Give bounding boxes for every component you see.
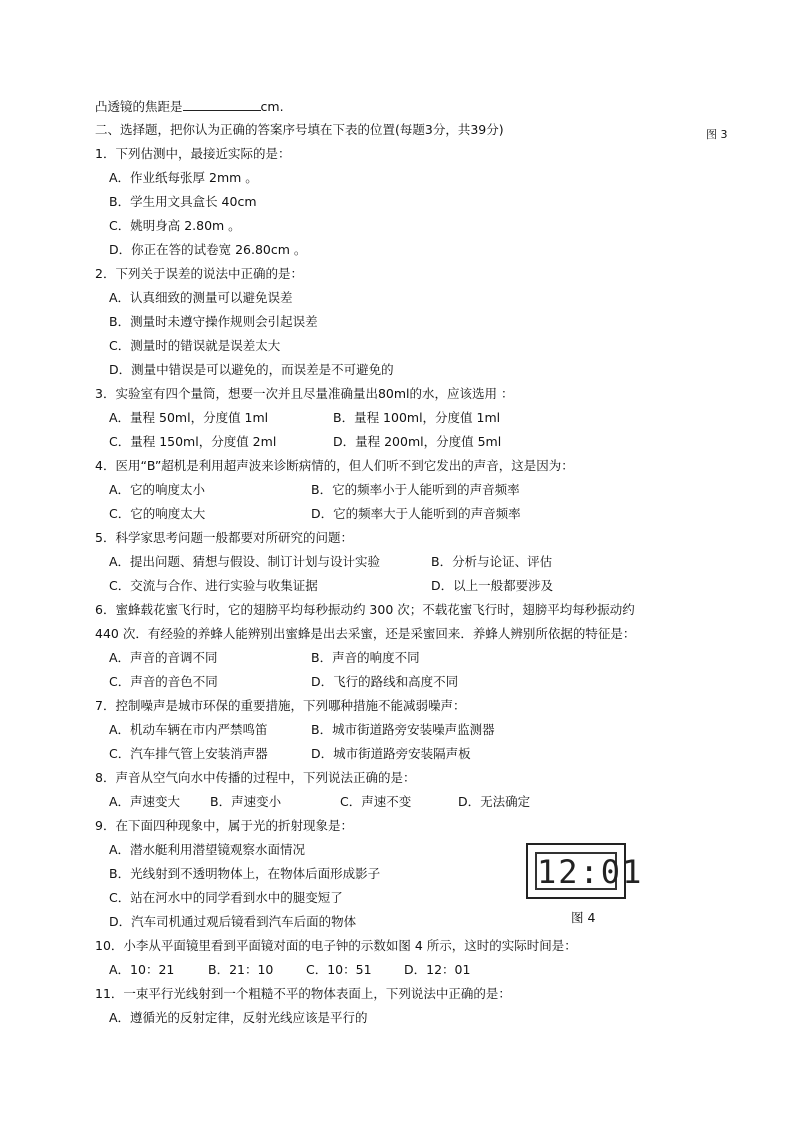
question-option: A．声音的音调不同 — [109, 650, 218, 665]
question-option: A．它的响度太小 — [109, 482, 206, 497]
question-stem: 3．实验室有四个量筒，想要一次并且尽量准确量出80ml的水，应该选用 ： — [95, 386, 514, 401]
question-option: B．学生用文具盒长 40cm — [109, 194, 257, 209]
question-option: C．10：51 — [306, 962, 372, 977]
question-stem: 1．下列估测中，最接近实际的是： — [95, 146, 291, 161]
question-option: B．量程 100ml，分度值 1ml — [333, 410, 501, 425]
question-option: C．测量时的错误就是误差太大 — [109, 338, 281, 353]
question-option: D．测量中错误是可以避免的，而误差是不可避免的 — [109, 362, 394, 377]
question-option: C．声音的音色不同 — [109, 674, 218, 689]
question-stem: 11．一束平行光线射到一个粗糙不平的物体表面上，下列说法中正确的是： — [95, 986, 511, 1001]
question-option: B．城市街道路旁安装噪声监测器 — [311, 722, 495, 737]
question-option: B．21：10 — [208, 962, 274, 977]
question-option: D．12：01 — [404, 962, 471, 977]
question-option: C．量程 150ml，分度值 2ml — [109, 434, 277, 449]
question-option: A．10：21 — [109, 962, 175, 977]
question-option: A．机动车辆在市内严禁鸣笛 — [109, 722, 268, 737]
question-option: D．以上一般都要涉及 — [431, 578, 554, 593]
fill-prefix: 凸透镜的焦距是 — [95, 99, 183, 114]
question-stem: 6．蜜蜂载花蜜飞行时，它的翅膀平均每秒振动约 300 次；不载花蜜飞行时，翅膀平均每秒振动约 — [95, 602, 635, 617]
question-option: D．无法确定 — [458, 794, 531, 809]
question-option: A．量程 50ml，分度值 1ml — [109, 410, 269, 425]
question-option: C．汽车排气管上安装消声器 — [109, 746, 268, 761]
question-option: A．潜水艇利用潜望镜观察水面情况 — [109, 842, 306, 857]
question-option: D．你正在答的试卷宽 26.80cm 。 — [109, 242, 307, 257]
question-option: B．测量时未遵守操作规则会引起误差 — [109, 314, 318, 329]
clock-display: 12:01 — [537, 853, 644, 891]
question-option: D．量程 200ml，分度值 5ml — [333, 434, 502, 449]
question-option: B．它的频率小于人能听到的声音频率 — [311, 482, 520, 497]
question-option: B．光线射到不透明物体上，在物体后面形成影子 — [109, 866, 381, 881]
question-option: C．它的响度太大 — [109, 506, 206, 521]
question-option: C．交流与合作、进行实验与收集证据 — [109, 578, 318, 593]
fill-in-line — [95, 98, 284, 115]
section-title: 二、选择题，把你认为正确的答案序号填在下表的位置(每题3分，共39分) — [95, 122, 504, 137]
question-stem: 9．在下面四种现象中，属于光的折射现象是： — [95, 818, 353, 833]
question-option: C．声速不变 — [340, 794, 412, 809]
question-stem: 5．科学家思考问题一般都要对所研究的问题： — [95, 530, 353, 545]
figure-3-label: 图 3 — [706, 128, 728, 141]
question-option: D．飞行的路线和高度不同 — [311, 674, 459, 689]
question-option: A．认真细致的测量可以避免误差 — [109, 290, 293, 305]
question-option: A．提出问题、猜想与假设、制订计划与设计实验 — [109, 554, 381, 569]
question-option: D．城市街道路旁安装隔声板 — [311, 746, 471, 761]
question-option: A．作业纸每张厚 2mm 。 — [109, 170, 258, 185]
question-stem: 2．下列关于误差的说法中正确的是： — [95, 266, 303, 281]
question-option: B．声音的响度不同 — [311, 650, 420, 665]
question-stem: 4．医用“B”超机是利用超声波来诊断病情的，但人们听不到它发出的声音，这是因为： — [95, 458, 574, 473]
figure-4-label: 图 4 — [571, 910, 596, 925]
question-option: B．分析与论证、评估 — [431, 554, 553, 569]
question-option: A．声速变大 — [109, 794, 181, 809]
figure-4-clock — [526, 843, 644, 899]
question-option: B．声速变小 — [210, 794, 282, 809]
question-stem-continued: 440 次．有经验的养蜂人能辨别出蜜蜂是出去采蜜，还是采蜜回来．养蜂人辨别所依据的特征是： — [95, 626, 636, 641]
fill-suffix: cm. — [260, 99, 284, 114]
question-stem: 10．小李从平面镜里看到平面镜对面的电子钟的示数如图 4 所示，这时的实际时间是： — [95, 938, 577, 953]
question-option: D．汽车司机通过观后镜看到汽车后面的物体 — [109, 914, 357, 929]
question-option: D．它的频率大于人能听到的声音频率 — [311, 506, 521, 521]
question-stem: 7．控制噪声是城市环保的重要措施，下列哪种措施不能减弱噪声： — [95, 698, 466, 713]
question-option: C．姚明身高 2.80m 。 — [109, 218, 241, 233]
question-option: A．遵循光的反射定律，反射光线应该是平行的 — [109, 1010, 368, 1025]
question-stem: 8．声音从空气向水中传播的过程中，下列说法正确的是： — [95, 770, 416, 785]
answer-blank — [183, 98, 261, 111]
question-option: C．站在河水中的同学看到水中的腿变短了 — [109, 890, 343, 905]
